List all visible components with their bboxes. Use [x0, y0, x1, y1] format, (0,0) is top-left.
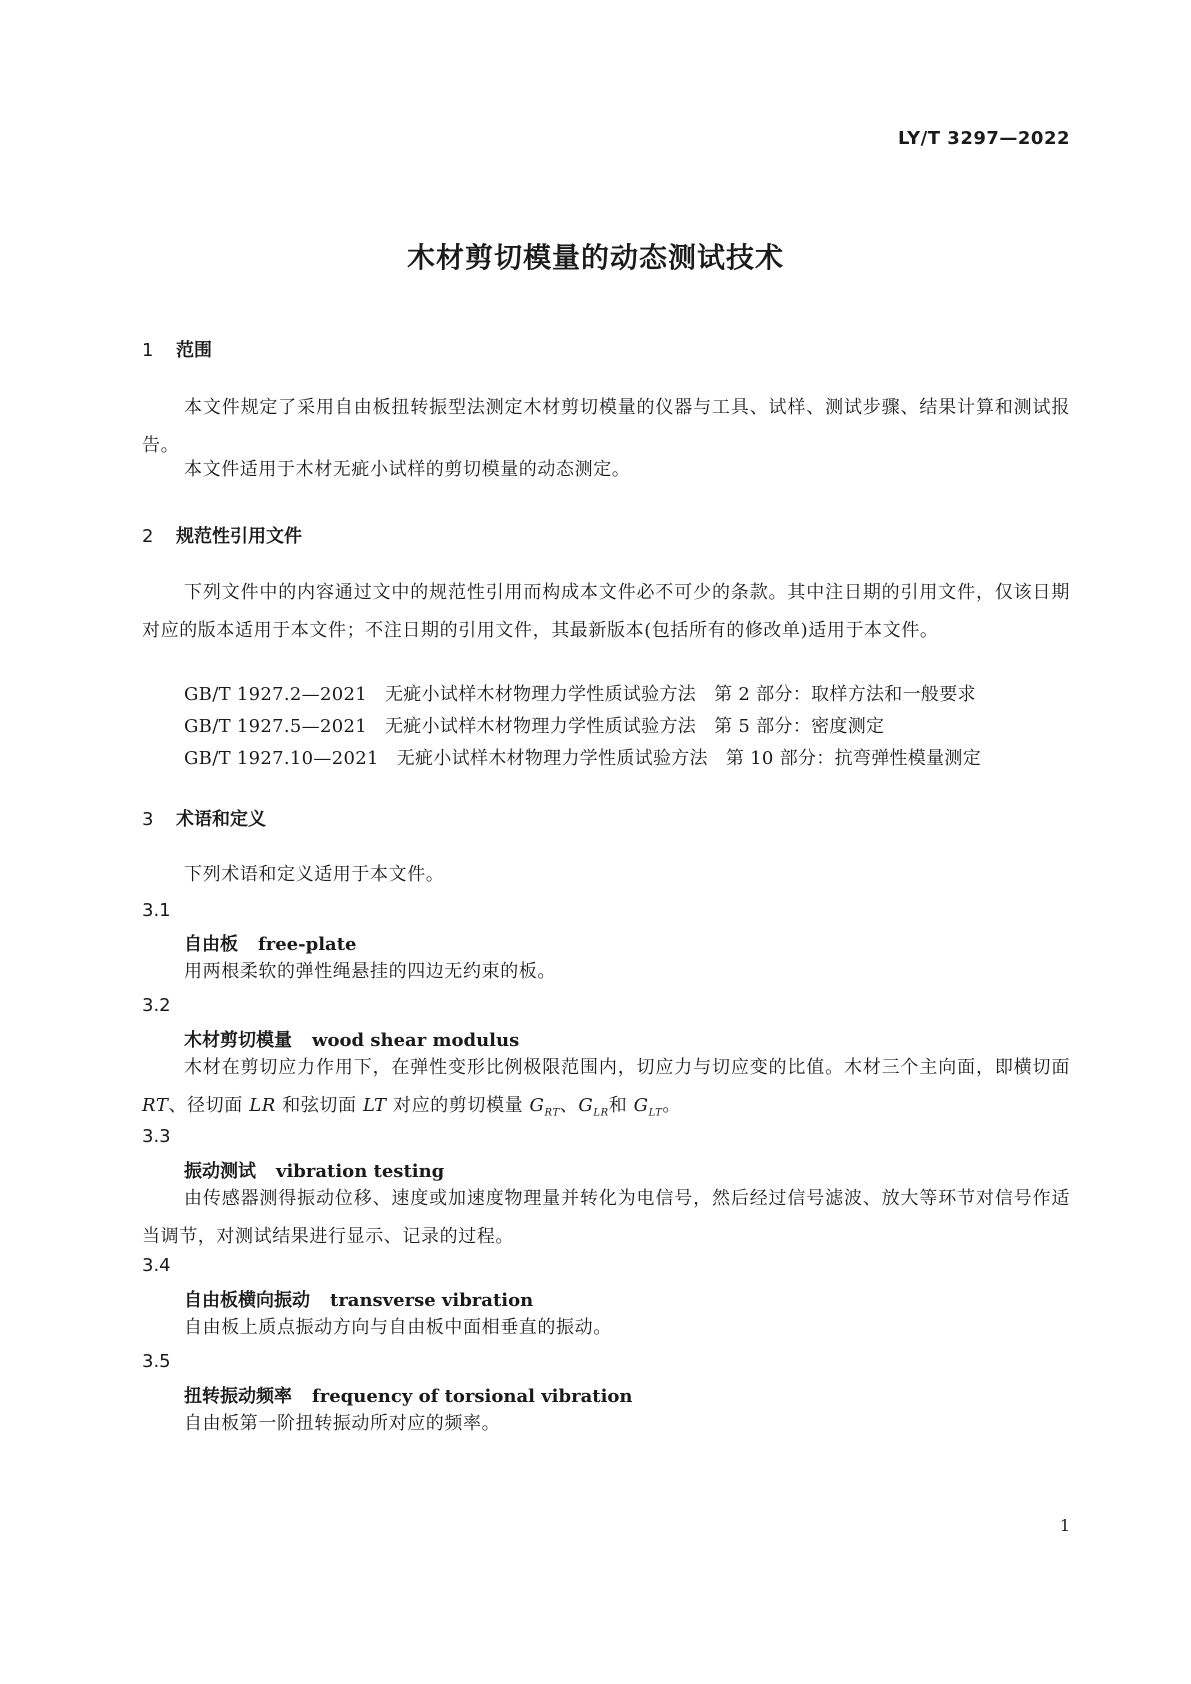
section-title: 规范性引用文件: [176, 526, 302, 547]
reference-title: 无疵小试样木材物理力学性质试验方法: [396, 748, 708, 769]
section-title: 范围: [176, 340, 212, 361]
term-number: 3.5: [142, 1351, 171, 1372]
reference-code: GB/T 1927.10—2021: [184, 748, 379, 769]
term-definition: 用两根柔软的弹性绳悬挂的四边无约束的板。: [184, 961, 556, 982]
term-zh: 自由板: [184, 934, 238, 955]
symbol-g: G: [578, 1095, 594, 1116]
symbol-lt: LT: [362, 1095, 387, 1116]
term-number: 3.1: [142, 900, 171, 921]
term-en: transverse vibration: [330, 1290, 534, 1311]
reference-item: [184, 712, 1084, 738]
symbol-rt: RT: [142, 1095, 169, 1116]
symbol-g: G: [633, 1095, 649, 1116]
section-3-intro: 下列术语和定义适用于本文件。: [184, 864, 445, 885]
term-number: 3.3: [142, 1126, 171, 1147]
reference-title: 无疵小试样木材物理力学性质试验方法: [385, 716, 697, 737]
reference-part: 第 10 部分：抗弯弹性模量测定: [725, 748, 982, 769]
reference-title: 无疵小试样木材物理力学性质试验方法: [385, 684, 697, 705]
term-number: 3.2: [142, 995, 171, 1016]
term-zh: 自由板横向振动: [184, 1290, 310, 1311]
section-1-heading: [142, 336, 212, 362]
term-zh: 振动测试: [184, 1161, 256, 1182]
term-zh: 扭转振动频率: [184, 1386, 292, 1407]
section-number: 1: [142, 340, 154, 361]
term-definition: 自由板上质点振动方向与自由板中面相垂直的振动。: [184, 1317, 612, 1338]
reference-part: 第 2 部分：取样方法和一般要求: [714, 684, 976, 705]
symbol-g: G: [529, 1095, 545, 1116]
reference-code: GB/T 1927.2—2021: [184, 684, 367, 705]
term-definition: 自由板第一阶扭转振动所对应的频率。: [184, 1413, 501, 1434]
standard-code: LY/T 3297—2022: [897, 128, 1070, 149]
section-2-heading: [142, 522, 302, 548]
symbol-lr: LR: [249, 1095, 276, 1116]
reference-part: 第 5 部分：密度测定: [714, 716, 885, 737]
reference-item: [184, 680, 1084, 706]
section-2-paragraph-1: 下列文件中的内容通过文中的规范性引用而构成本文件必不可少的条款。其中注日期的引用文件，仅该日期对应的版本适用于本文件；不注日期的引用文件，其最新版本(包括所有的修改单)适用于本文件。: [142, 582, 1070, 641]
section-number: 3: [142, 809, 154, 830]
document-title: 木材剪切模量的动态测试技术: [406, 241, 784, 274]
section-1-paragraph-1: 本文件规定了采用自由板扭转振型法测定木材剪切模量的仪器与工具、试样、测试步骤、结果计算和测试报告。: [142, 397, 1070, 456]
term-en: wood shear modulus: [312, 1030, 520, 1051]
section-title: 术语和定义: [176, 809, 266, 830]
term-en: vibration testing: [276, 1161, 445, 1182]
term-zh: 木材剪切模量: [184, 1030, 292, 1051]
reference-item: [184, 744, 1084, 770]
section-1-paragraph-2: 本文件适用于木材无疵小试样的剪切模量的动态测定。: [184, 459, 631, 480]
term-en: frequency of torsional vibration: [312, 1386, 633, 1407]
term-en: free-plate: [258, 934, 357, 955]
term-definition: 由传感器测得振动位移、速度或加速度物理量并转化为电信号，然后经过信号滤波、放大等环节对信号作适当调节，对测试结果进行显示、记录的过程。: [142, 1188, 1070, 1247]
section-number: 2: [142, 526, 154, 547]
section-3-heading: [142, 805, 266, 831]
term-definition: 木材在剪切应力作用下，在弹性变形比例极限范围内，切应力与切应变的比值。木材三个主向面，即横切面 RT、径切面 LR 和弦切面 LT 对应的剪切模量 $G_{RT}$、$G_{LR}$和 $G_{LT}$。: [142, 1057, 1070, 1119]
term-number: 3.4: [142, 1255, 171, 1276]
page-number: 1: [1059, 1516, 1070, 1535]
reference-code: GB/T 1927.5—2021: [184, 716, 367, 737]
